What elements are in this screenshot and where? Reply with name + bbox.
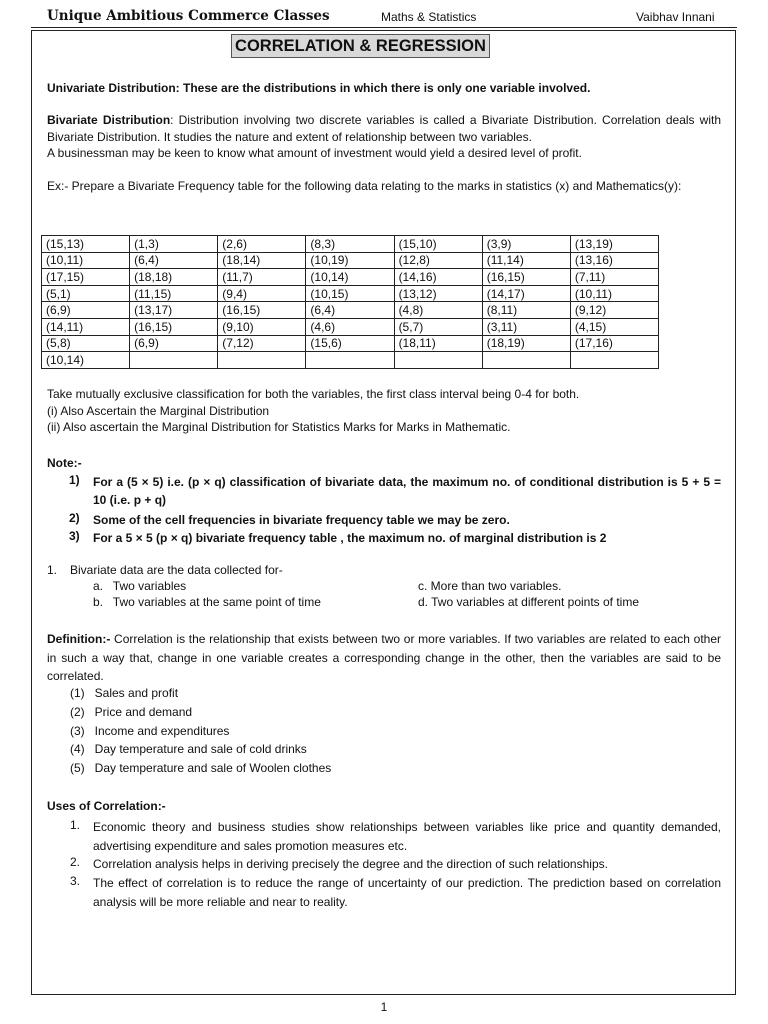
table-row	[42, 302, 659, 319]
mcq-option-b: b. Two variables at the same point of time	[93, 595, 321, 609]
table-cell: (8,11)	[482, 302, 570, 319]
note-heading: Note:-	[47, 456, 82, 470]
table-cell: (4,6)	[306, 318, 394, 335]
table-cell: (13,17)	[130, 302, 218, 319]
note-item-text: Some of the cell frequencies in bivariate frequency table we may be zero.	[93, 513, 510, 527]
table-cell	[218, 352, 306, 369]
table-cell: (4,15)	[570, 318, 658, 335]
table-cell: (10,19)	[306, 252, 394, 269]
table-cell: (11,7)	[218, 269, 306, 286]
bivariate-data-table	[41, 235, 659, 369]
table-cell: (18,19)	[482, 335, 570, 352]
correlation-example: (5) Day temperature and sale of Woolen clothes	[70, 761, 332, 775]
example-prompt: Ex:- Prepare a Bivariate Frequency table for the following data relating to the marks in statistics (x) and Mathematics(y):	[47, 179, 682, 193]
table-cell: (9,12)	[570, 302, 658, 319]
table-cell: (5,1)	[42, 285, 130, 302]
table-cell: (12,8)	[394, 252, 482, 269]
table-cell: (11,15)	[130, 285, 218, 302]
table-row	[42, 269, 659, 286]
page-number: 1	[380, 1000, 388, 1014]
univariate-definition: Univariate Distribution: These are the distributions in which there is only one variable involved.	[47, 81, 591, 95]
institute-name: Unique Ambitious Commerce Classes	[47, 8, 330, 24]
table-cell: (6,9)	[42, 302, 130, 319]
table-cell: (13,19)	[570, 236, 658, 253]
table-cell: (2,6)	[218, 236, 306, 253]
table-cell: (9,10)	[218, 318, 306, 335]
table-cell: (14,16)	[394, 269, 482, 286]
correlation-example: (1) Sales and profit	[70, 686, 179, 700]
table-cell: (5,7)	[394, 318, 482, 335]
table-cell: (7,11)	[570, 269, 658, 286]
page-title: CORRELATION & REGRESSION	[231, 34, 490, 58]
table-cell: (16,15)	[218, 302, 306, 319]
table-row	[42, 285, 659, 302]
uses-item-number: 1.	[70, 818, 81, 832]
table-row	[42, 318, 659, 335]
table-row	[42, 236, 659, 253]
table-cell	[482, 352, 570, 369]
table-cell: (18,11)	[394, 335, 482, 352]
instruction-line-2: (i) Also Ascertain the Marginal Distribution	[47, 404, 270, 418]
table-cell: (3,9)	[482, 236, 570, 253]
uses-item-text: Economic theory and business studies show relationships between variables like price and quantity demanded, advertising expenditure and sales promotion measures etc.	[93, 820, 721, 853]
table-row	[42, 352, 659, 369]
mcq-option-c: c. More than two variables.	[418, 579, 562, 593]
uses-heading: Uses of Correlation:-	[47, 799, 166, 813]
bivariate-definition	[47, 112, 721, 145]
table-row	[42, 335, 659, 352]
table-cell	[130, 352, 218, 369]
table-cell: (13,16)	[570, 252, 658, 269]
uses-item-number: 2.	[70, 855, 81, 869]
table-cell: (3,11)	[482, 318, 570, 335]
table-cell: (6,9)	[130, 335, 218, 352]
table-row	[42, 252, 659, 269]
note-item-number: 2)	[69, 511, 80, 525]
table-cell: (6,4)	[130, 252, 218, 269]
table-cell: (15,10)	[394, 236, 482, 253]
page-header	[0, 0, 768, 30]
table-cell: (1,3)	[130, 236, 218, 253]
correlation-example: (4) Day temperature and sale of cold drinks	[70, 742, 307, 756]
table-cell: (15,13)	[42, 236, 130, 253]
table-cell: (18,18)	[130, 269, 218, 286]
bivariate-text: : Distribution involving two discrete variables is called a Bivariate Distribution. Correlation deals with Bivariate Distribution. It studies the nature and extent of relationship between two variables.	[47, 113, 721, 144]
table-cell: (6,4)	[306, 302, 394, 319]
definition-term: Definition:-	[47, 632, 111, 646]
table-cell: (14,11)	[42, 318, 130, 335]
table-cell: (8,3)	[306, 236, 394, 253]
instruction-line-3: (ii) Also ascertain the Marginal Distribution for Statistics Marks for Marks in Mathematic.	[47, 420, 511, 434]
bivariate-example-line: A businessman may be keen to know what amount of investment would yield a desired level of profit.	[47, 146, 582, 160]
table-cell: (5,8)	[42, 335, 130, 352]
mcq-option-a: a. Two variables	[93, 579, 187, 593]
table-cell: (17,15)	[42, 269, 130, 286]
table-cell: (17,16)	[570, 335, 658, 352]
table-cell: (4,8)	[394, 302, 482, 319]
table-cell	[394, 352, 482, 369]
table-cell: (14,17)	[482, 285, 570, 302]
table-cell: (7,12)	[218, 335, 306, 352]
table-cell: (10,14)	[42, 352, 130, 369]
note-item-text: For a 5 × 5 (p × q) bivariate frequency table , the maximum no. of marginal distribution is 2	[93, 531, 607, 545]
uses-item-text: The effect of correlation is to reduce the range of uncertainty of our prediction. The prediction based on correlation analysis will be more reliable and near to reality.	[93, 876, 721, 909]
table-cell: (10,14)	[306, 269, 394, 286]
header-rule	[31, 27, 737, 28]
table-cell: (16,15)	[482, 269, 570, 286]
table-cell: (16,15)	[130, 318, 218, 335]
table-cell: (11,14)	[482, 252, 570, 269]
mcq-question: Bivariate data are the data collected for-	[70, 563, 283, 577]
author-name: Vaibhav Innani	[636, 10, 715, 24]
mcq-option-d: d. Two variables at different points of time	[418, 595, 640, 609]
table-cell: (13,12)	[394, 285, 482, 302]
table-cell: (9,4)	[218, 285, 306, 302]
note-item-number: 3)	[69, 529, 80, 543]
uses-item-number: 3.	[70, 874, 81, 888]
table-cell: (10,11)	[42, 252, 130, 269]
uses-item-text: Correlation analysis helps in deriving precisely the degree and the direction of such relationships.	[93, 857, 608, 871]
correlation-example: (2) Price and demand	[70, 705, 193, 719]
table-cell: (15,6)	[306, 335, 394, 352]
note-item-number: 1)	[69, 473, 80, 487]
instruction-line-1: Take mutually exclusive classification for both the variables, the first class interval being 0-4 for both.	[47, 387, 580, 401]
table-cell: (10,11)	[570, 285, 658, 302]
bivariate-term: Bivariate Distribution	[47, 113, 171, 127]
table-cell	[306, 352, 394, 369]
table-cell: (10,15)	[306, 285, 394, 302]
correlation-example: (3) Income and expenditures	[70, 724, 230, 738]
note-item-text: For a (5 × 5) i.e. (p × q) classification of bivariate data, the maximum no. of conditional distribution is 5 + 5 = 10 (i.e. p + q)	[93, 475, 721, 507]
subject-label: Maths & Statistics	[381, 10, 477, 24]
mcq-number: 1.	[47, 563, 58, 577]
table-cell	[570, 352, 658, 369]
correlation-definition	[47, 630, 721, 686]
table-cell: (18,14)	[218, 252, 306, 269]
definition-text: Correlation is the relationship that exists between two or more variables. If two variables are related to each other in such a way that, change in one variable creates a corresponding change in the other, then the variables are said to be correlated.	[47, 632, 721, 683]
